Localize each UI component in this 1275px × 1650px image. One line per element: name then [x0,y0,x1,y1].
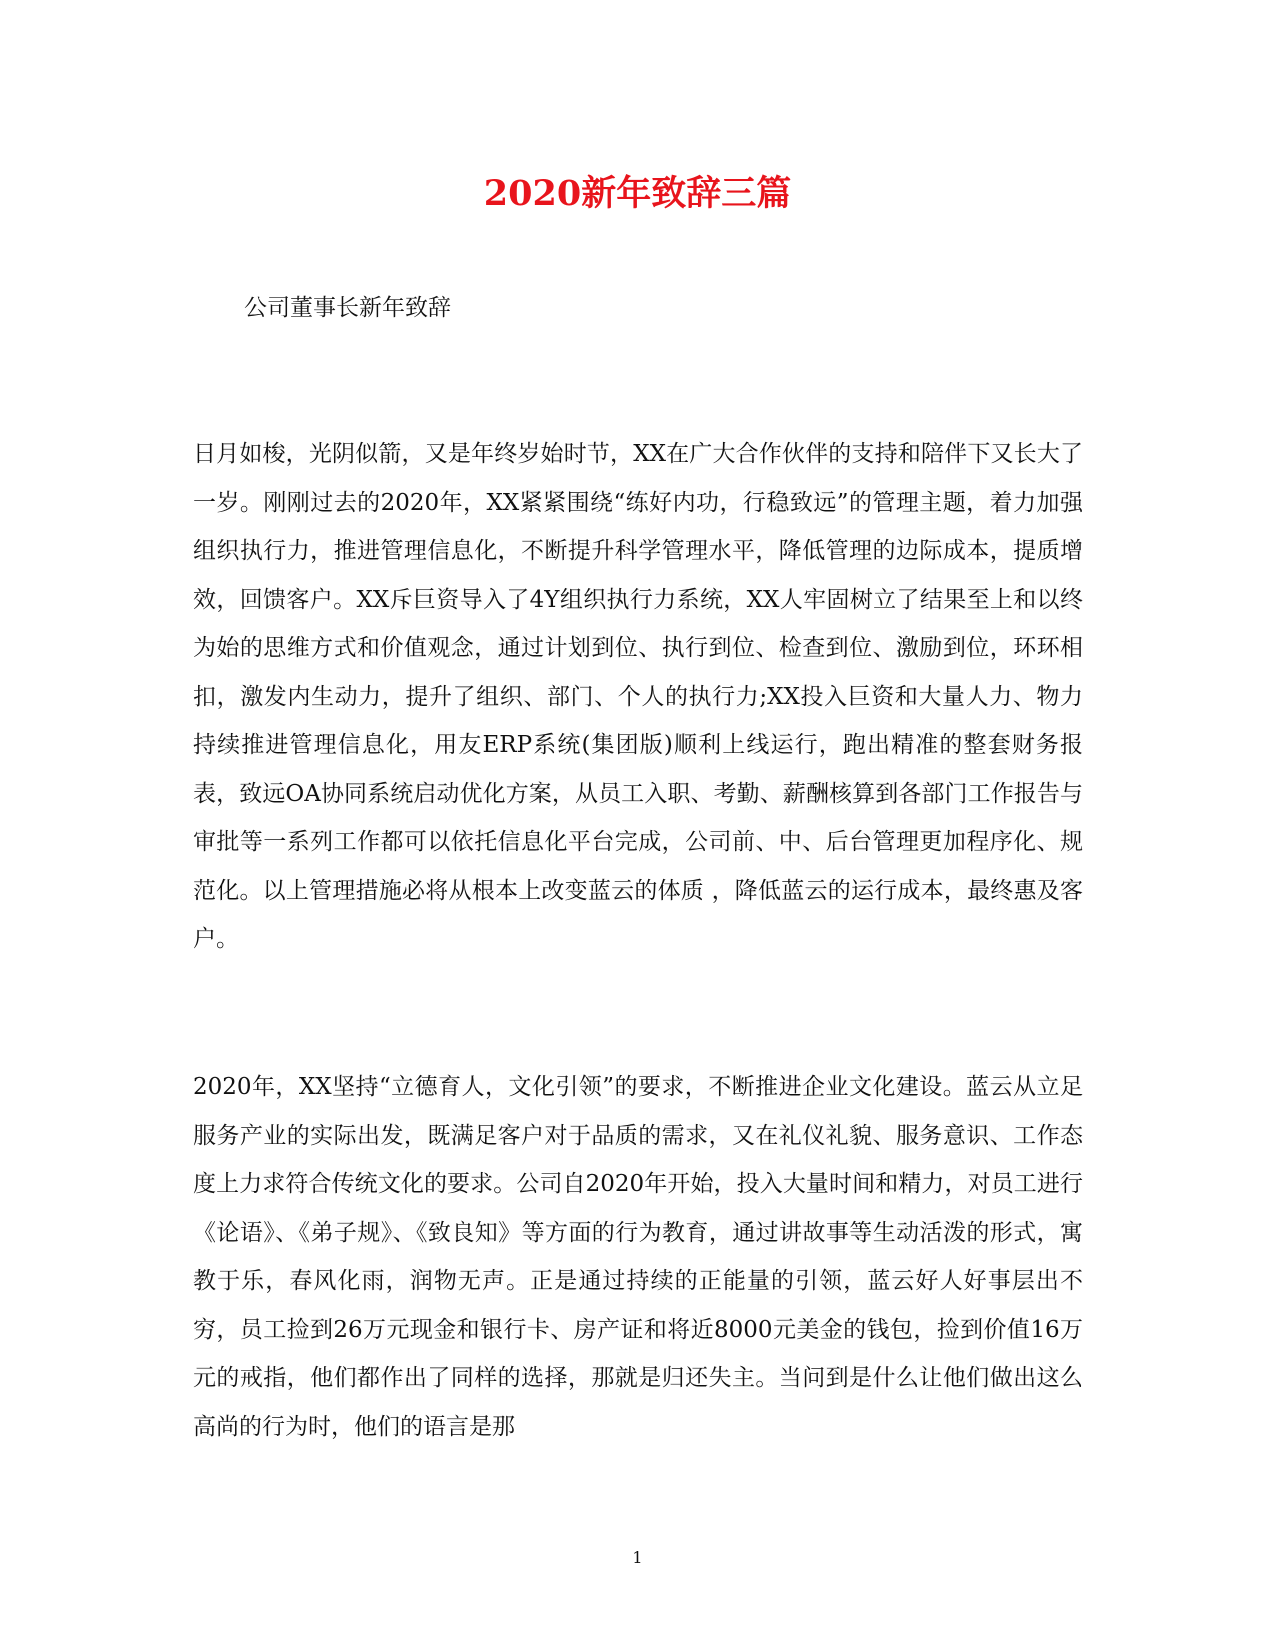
page-number: 1 [632,1548,643,1567]
document-subtitle: 公司董事长新年致辞 [244,295,451,321]
body-paragraph-2: 2020年，XX坚持“立德育人，文化引领”的要求，不断推进企业文化建设。蓝云从立足服务产业的实际出发，既满足客户对于品质的需求，又在礼仪礼貌、服务意识、工作态度上力求符合传统文化的要求。公司自2020年开始，投入大量时间和精力，对员工进行《论语》、《弟子规》、《致良知》等方面的行为教育，通过讲故事等生动活泼的形式，寓教于乐，春风化雨，润物无声。正是通过持续的正能量的引领，蓝云好人好事层出不穷，员工捡到26万元现金和银行卡、房产证和将近8000元美金的钱包，捡到价值16万元的戒指，他们都作出了同样的选择，那就是归还失主。当问到是什么让他们做出这么高尚的行为时，他们的语言是那 [193,1074,1083,1440]
body-paragraph-1: 日月如梭，光阴似箭，又是年终岁始时节，XX在广大合作伙伴的支持和陪伴下又长大了一岁。刚刚过去的2020年，XX紧紧围绕“练好内功，行稳致远”的管理主题，着力加强组织执行力，推进管理信息化，不断提升科学管理水平，降低管理的边际成本，提质增效，回馈客户。XX斥巨资导入了4Y组织执行力系统，XX人牢固树立了结果至上和以终为始的思维方式和价值观念，通过计划到位、执行到位、检查到位、激励到位，环环相扣，激发内生动力，提升了组织、部门、个人的执行力;XX投入巨资和大量人力、物力持续推进管理信息化，用友ERP系统(集团版)顺利上线运行，跑出精准的整套财务报表，致远OA协同系统启动优化方案，从员工入职、考勤、薪酬核算到各部门工作报告与审批等一系列工作都可以依托信息化平台完成，公司前、中、后台管理更加程序化、规范化。以上管理措施必将从根本上改变蓝云的体质 ，降低蓝云的运行成本，最终惠及客户。 [193,441,1083,952]
document-title: 2020新年致辞三篇 [483,173,792,214]
